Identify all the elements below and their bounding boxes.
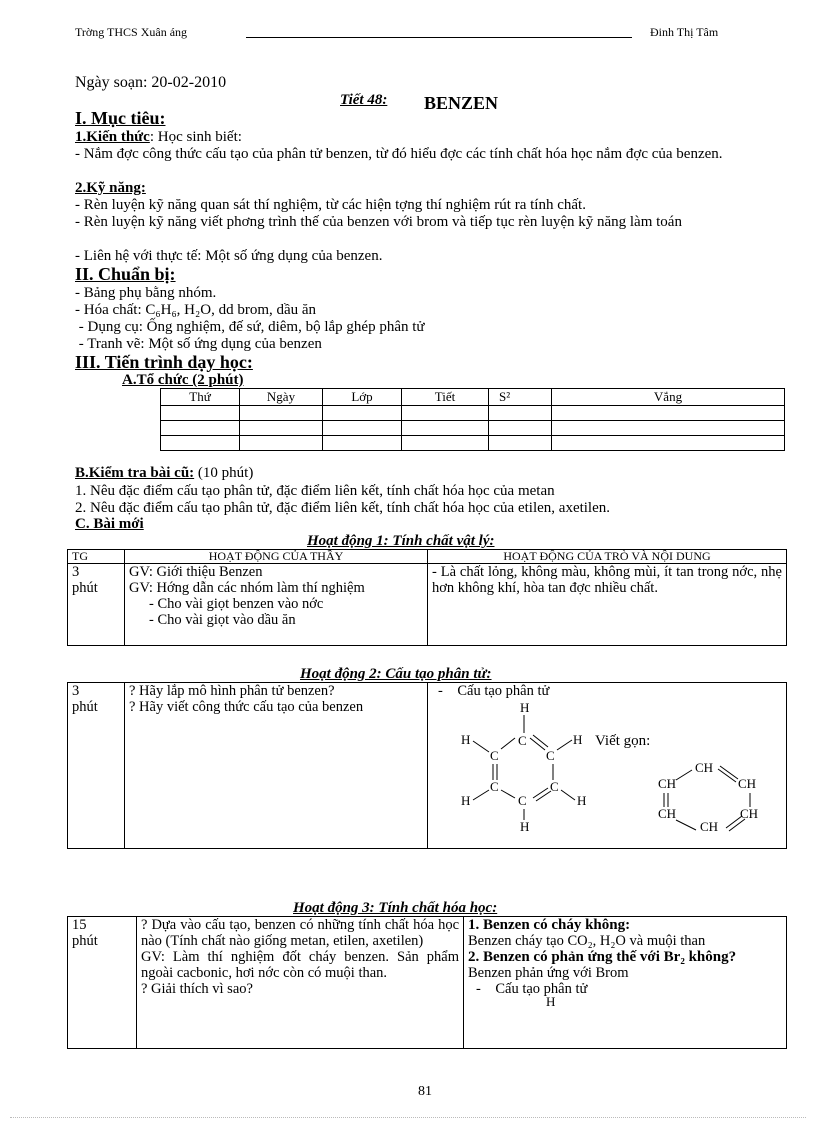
prep-item: - Tranh vẽ: Một số ứng dụng của benzen — [75, 336, 322, 352]
org-table — [160, 388, 785, 451]
benzene-structure-diagram — [455, 700, 595, 840]
atom-h: H — [577, 793, 587, 808]
org-label: A.Tổ chức (2 phút) — [122, 372, 244, 388]
section-3-heading: III. Tiến trình dạy học: — [75, 352, 253, 372]
page-bottom-border — [10, 1117, 806, 1118]
teacher-line: GV: Giới thiệu Benzen — [129, 564, 263, 580]
atom-h: H — [520, 700, 530, 715]
prep-item: - Dụng cụ: Ống nghiệm, đế sứ, diêm, bộ lắp ghép phân tử — [75, 319, 425, 335]
teacher-line: GV: Làm thí nghiệm đốt cháy benzen. Sản phẩm ngoài cacbonic, hơi nớc còn có muội than. — [141, 949, 459, 981]
skills-item: - Rèn luyện kỹ năng viết phơng trình thế của benzen với brom và tiếp tục rèn luyện kỹ năng làm toán — [75, 214, 682, 230]
student-text: - Là chất lỏng, không màu, không mùi, ít tan trong nớc, nhẹ hơn không khí, hòa tan đợc nhiều chất. — [432, 564, 782, 596]
teacher-line: GV: Hớng dẫn các nhóm làm thí nghiệm — [129, 580, 365, 596]
skills-label: 2.Kỹ năng: — [75, 180, 146, 196]
question-1: 1. Benzen có cháy không: — [468, 917, 631, 933]
group-ch: CH — [658, 776, 677, 791]
skills-item: - Rèn luyện kỹ năng quan sát thí nghiệm, từ các hiện tợng thí nghiệm rút ra tính chất. — [75, 197, 586, 213]
atom-c: C — [546, 748, 555, 763]
teacher-line: ? Hãy viết công thức cấu tạo của benzen — [129, 699, 364, 715]
time-value: 15 phút — [72, 917, 98, 949]
answer-2: Benzen phản ứng với Brom — [468, 965, 629, 981]
review-time: (10 phút) — [194, 465, 254, 481]
group-ch: CH — [700, 819, 719, 834]
short-form-label: Viết gọn: — [595, 733, 651, 749]
knowledge-label: 1.Kiến thức — [75, 129, 150, 145]
header-rule — [246, 37, 632, 38]
knowledge-text: : Học sinh biết: — [149, 129, 242, 145]
structure-title-text: Cấu tạo phân tử — [457, 683, 550, 699]
teacher-line: ? Dựa vào cấu tạo, benzen có những tính chất hóa học nào (Tính chất nào giống metan, etilen, axetilen) — [141, 917, 459, 949]
org-header: Tiết — [402, 389, 489, 406]
time-cell — [68, 917, 137, 1049]
teacher-line: ? Hãy lắp mô hình phân tử benzen? — [129, 683, 335, 699]
teacher-line: - Cho vài giọt vào dầu ăn — [149, 612, 296, 628]
knowledge-body: - Nắm đợc công thức cấu tạo của phân tử benzen, từ đó hiểu đợc các tính chất hóa học nắm đợc của benzen. — [75, 146, 723, 162]
atom-h: H — [461, 793, 471, 808]
review-item: 2. Nêu đặc điểm cấu tạo phân tử, đặc điểm liên kết, tính chất hóa học của etilen, axetilen. — [75, 500, 611, 516]
knowledge-line — [75, 129, 242, 146]
section-2-heading: II. Chuẩn bị: — [75, 264, 176, 284]
student-cell — [464, 917, 787, 1049]
new-lesson-label: C. Bài mới — [75, 516, 144, 532]
review-label: B.Kiểm tra bài cũ: — [75, 465, 195, 481]
lesson-title: BENZEN — [424, 93, 499, 113]
atom-h: H — [520, 819, 530, 834]
answer-1: Benzen cháy tạo CO₂, H₂O và muội than — [468, 933, 706, 949]
group-ch: CH — [658, 806, 677, 821]
prep-item: - Hóa chất: C₆H₆, H₂O, dd brom, dầu ăn — [75, 302, 317, 318]
atom-c: C — [490, 779, 499, 794]
time-value: 3 phút — [72, 564, 98, 596]
activity-1-table — [67, 549, 787, 646]
teacher-line: ? Giải thích vì sao? — [141, 981, 253, 997]
teacher-cell — [125, 683, 428, 849]
structure-title: - Cấu tạo phân tử — [438, 683, 550, 699]
col-header: HOẠT ĐỘNG CỦA THẦY — [125, 550, 428, 564]
prep-item: - Bảng phụ bằng nhóm. — [75, 285, 217, 301]
activity-2-title: Hoạt động 2: Cấu tạo phân tử: — [300, 666, 492, 682]
org-header: Thứ — [161, 389, 240, 406]
teacher-line: - Cho vài giọt benzen vào nớc — [149, 596, 324, 612]
org-header: Ngày — [240, 389, 323, 406]
answer-3-text: Cấu tạo phân tử — [495, 981, 588, 997]
time-cell — [68, 564, 125, 646]
activity-3-title: Hoạt động 3: Tính chất hóa học: — [293, 900, 498, 916]
time-value: 3 phút — [72, 683, 98, 715]
group-ch: CH — [738, 776, 757, 791]
benzene-short-diagram — [650, 758, 775, 838]
review-item: 1. Nêu đặc điểm cấu tạo phân tử, đặc điểm liên kết, tính chất hóa học của metan — [75, 483, 555, 499]
page-number: 81 — [418, 1084, 432, 1099]
col-header: HOẠT ĐỘNG CỦA TRÒ VÀ NỘI DUNG — [428, 550, 787, 564]
answer-3: - Cấu tạo phân tử — [476, 981, 588, 997]
col-header: TG — [68, 550, 125, 564]
atom-c: C — [550, 779, 559, 794]
group-ch: CH — [695, 760, 714, 775]
atom-c: C — [518, 733, 527, 748]
org-header: Lớp — [323, 389, 402, 406]
review-line — [75, 465, 253, 482]
activity-1-title: Hoạt động 1: Tính chất vật lý: — [307, 533, 495, 549]
section-1-heading: I. Mục tiêu: — [75, 108, 166, 128]
activity-3-table — [67, 916, 787, 1049]
org-header: Vắng — [552, 389, 785, 406]
atom-c: C — [518, 793, 527, 808]
question-2: 2. Benzen có phản ứng thế với Br₂ không? — [468, 949, 737, 965]
header-teacher: Đinh Thị Tâm — [650, 25, 719, 39]
date-line: Ngày soạn: 20-02-2010 — [75, 74, 227, 91]
atom-h: H — [573, 732, 583, 747]
time-cell — [68, 683, 125, 849]
header-school: Trờng THCS Xuân áng — [75, 25, 188, 39]
atom-h: H — [546, 994, 556, 1009]
skills-item: - Liên hệ với thực tế: Một số ứng dụng của benzen. — [75, 248, 383, 264]
group-ch: CH — [740, 806, 759, 821]
org-header: S² — [489, 389, 552, 406]
lesson-number: Tiết 48: — [340, 92, 388, 108]
teacher-cell — [137, 917, 464, 1049]
atom-h: H — [461, 732, 471, 747]
atom-c: C — [490, 748, 499, 763]
teacher-cell — [125, 564, 428, 646]
student-cell — [428, 564, 787, 646]
